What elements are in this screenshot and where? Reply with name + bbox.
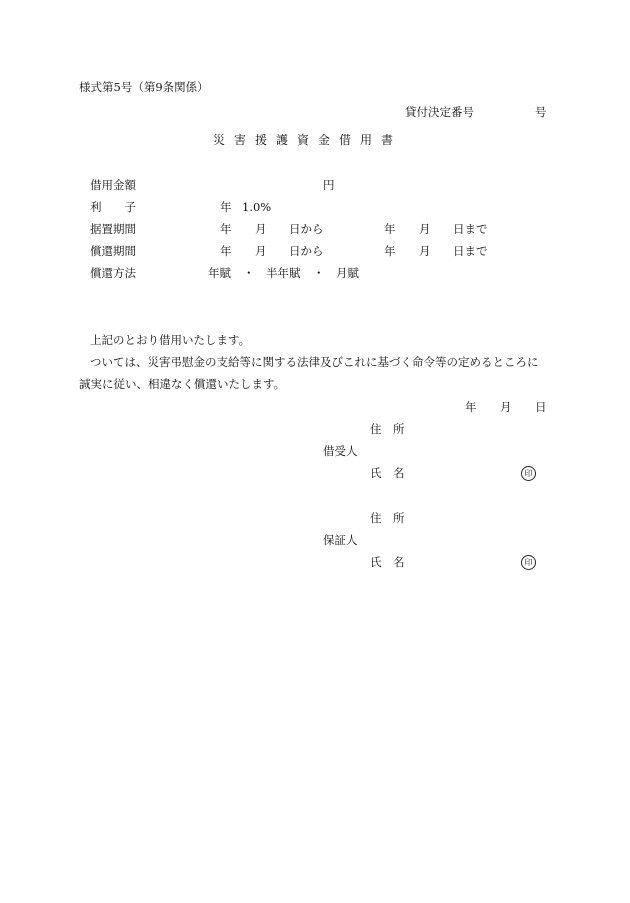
interest-rate: 1.0% <box>242 200 272 214</box>
guarantor-role: 保証人 <box>323 533 358 547</box>
grace-end-day: 日まで <box>453 222 488 236</box>
method-annual: 年賦 <box>208 266 231 280</box>
grace-start-year: 年 <box>220 222 232 236</box>
grace-start-day: 日から <box>289 222 324 236</box>
repayment-start-year: 年 <box>220 244 232 258</box>
grace-period-label: 据置期間 <box>90 222 136 236</box>
method-separator-2: ・ <box>313 266 325 280</box>
date-day: 日 <box>535 400 547 414</box>
interest-year: 年 <box>220 200 232 214</box>
amount-unit: 円 <box>323 178 335 192</box>
borrower-name-label: 氏 名 <box>370 466 405 480</box>
body-line-1: 上記のとおり借用いたします。 <box>90 333 251 347</box>
borrower-role: 借受人 <box>323 444 358 458</box>
repayment-start-month: 月 <box>255 244 267 258</box>
method-separator-1: ・ <box>243 266 255 280</box>
form-number: 様式第5号（第9条関係） <box>79 80 209 94</box>
method-semiannual: 半年賦 <box>266 266 301 280</box>
method-monthly: 月賦 <box>336 266 359 280</box>
grace-end-month: 月 <box>419 222 431 236</box>
repayment-period-label: 償還期間 <box>90 244 136 258</box>
interest-label: 利 子 <box>90 200 136 214</box>
borrower-seal-icon: 印 <box>521 466 536 481</box>
borrower-address-label: 住 所 <box>370 422 405 436</box>
document-title: 災害援護資金借用書 <box>213 133 403 147</box>
loan-decision-number-label: 貸付決定番号 <box>405 105 474 119</box>
repayment-method-label: 償還方法 <box>90 266 136 280</box>
loan-decision-number-suffix: 号 <box>535 105 547 119</box>
amount-label: 借用金額 <box>90 178 136 192</box>
body-line-2: ついては、災害弔慰金の支給等に関する法律及びこれに基づく命令等の定めるところに <box>90 355 539 369</box>
guarantor-address-label: 住 所 <box>370 511 405 525</box>
body-line-3: 誠実に従い、相違なく償還いたします。 <box>79 377 286 391</box>
date-year: 年 <box>465 400 477 414</box>
guarantor-seal-icon: 印 <box>521 555 536 570</box>
repayment-end-year: 年 <box>384 244 396 258</box>
grace-start-month: 月 <box>255 222 267 236</box>
guarantor-name-label: 氏 名 <box>370 555 405 569</box>
grace-end-year: 年 <box>384 222 396 236</box>
date-month: 月 <box>500 400 512 414</box>
repayment-start-day: 日から <box>289 244 324 258</box>
repayment-end-day: 日まで <box>453 244 488 258</box>
repayment-end-month: 月 <box>419 244 431 258</box>
